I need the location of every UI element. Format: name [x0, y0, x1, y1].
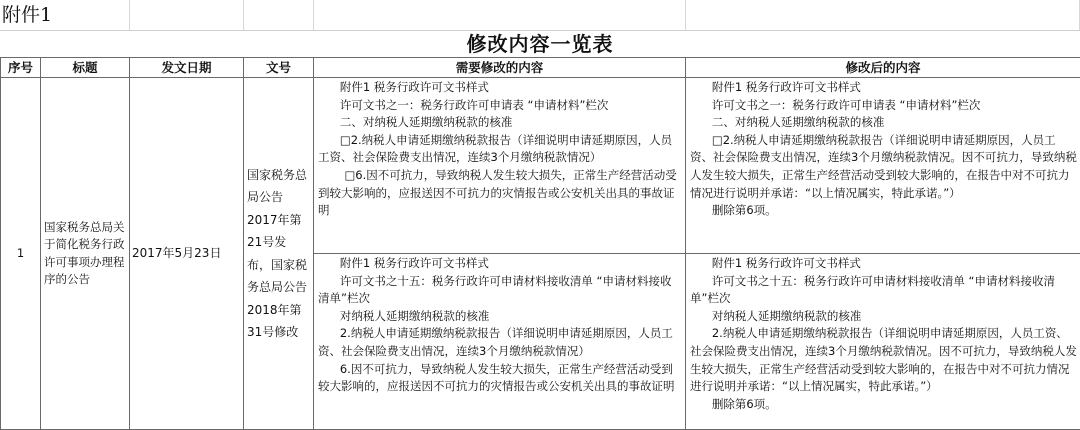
content-line: 2.纳税人申请延期缴纳税款报告（详细说明申请延期原因，人员工资、社会保险费支出情况，连续3个月缴纳税款情况。因不可抗力，导致纳税人发生较大损失，正常生产经营活动受到较大影响的，在报告中对不可抗力情况进行说明并承诺：“以上情况属实，特此承诺。”） — [690, 325, 1077, 395]
content-line: 删除第6项。 — [690, 396, 1077, 414]
header-serial-no: 序号 — [1, 58, 41, 78]
header-title: 标题 — [41, 58, 130, 78]
content-line: □2.纳税人申请延期缴纳税款报告（详细说明申请延期原因，人员工资、社会保险费支出情况，连续3个月缴纳税款情况） — [318, 132, 682, 167]
header-content-before: 需要修改的内容 — [314, 58, 686, 78]
content-line: 许可文书之十五：税务行政许可申请材料接收清单 “申请材料接收清单”栏次 — [318, 273, 682, 308]
content-line: □6.因不可抗力，导致纳税人发生较大损失，正常生产经营活动受到较大影响的，应报送因不可抗力的灾情报告或公安机关出具的事故证明 — [318, 167, 682, 220]
header-content-after: 修改后的内容 — [686, 58, 1080, 78]
content-line: 许可文书之一：税务行政许可申请表 “申请材料”栏次 — [318, 97, 682, 115]
content-line: □2.纳税人申请延期缴纳税款报告（详细说明申请延期原因，人员工资、社会保险费支出情况，连续3个月缴纳税款情况。因不可抗力，导致纳税人发生较大损失，正常生产经营活动受到较大影响的，在报告中对不可抗力情况进行说明并承诺：“以上情况属实，特此承诺。”） — [690, 132, 1077, 202]
sheet-cell[interactable] — [129, 0, 244, 30]
attachment-label: 附件1 — [2, 3, 52, 27]
table-title: 修改内容一览表 — [0, 30, 1080, 58]
content-line: 对纳税人延期缴纳税款的核准 — [318, 308, 682, 326]
content-line: 删除第6项。 — [690, 202, 1077, 220]
cell-document-no[interactable]: 国家税务总局公告2017年第21号发布，国家税务总局公告2018年第31号修改 — [244, 78, 314, 430]
table-header-row — [1, 58, 1080, 78]
revision-table — [0, 57, 1080, 430]
content-line: 二、对纳税人延期缴纳税款的核准 — [690, 114, 1077, 132]
header-document-no: 文号 — [244, 58, 314, 78]
table-row — [1, 78, 1080, 254]
sheet-cell[interactable] — [313, 0, 686, 30]
content-line: 6.因不可抗力，导致纳税人发生较大损失，正常生产经营活动受到较大影响的，应报送因不可抗力的灾情报告或公安机关出具的事故证明 — [318, 361, 682, 396]
content-line: 许可文书之十五：税务行政许可申请材料接收清单 “申请材料接收清单”栏次 — [690, 273, 1077, 308]
content-line: 附件1 税务行政许可文书样式 — [318, 255, 682, 273]
content-line: 附件1 税务行政许可文书样式 — [690, 255, 1077, 273]
header-issue-date: 发文日期 — [130, 58, 244, 78]
content-line: 许可文书之一：税务行政许可申请表 “申请材料”栏次 — [690, 97, 1077, 115]
cell-serial-no[interactable]: 1 — [1, 78, 41, 430]
content-line: 附件1 税务行政许可文书样式 — [690, 79, 1077, 97]
cell-content-after[interactable] — [686, 78, 1080, 254]
cell-issue-date[interactable]: 2017年5月23日 — [130, 78, 244, 430]
sheet-header-row — [0, 0, 1080, 31]
content-line: 附件1 税务行政许可文书样式 — [318, 79, 682, 97]
content-line: 2.纳税人申请延期缴纳税款报告（详细说明申请延期原因，人员工资、社会保险费支出情况，连续3个月缴纳税款情况） — [318, 325, 682, 360]
sheet-cell[interactable] — [685, 0, 1080, 30]
content-line: 二、对纳税人延期缴纳税款的核准 — [318, 114, 682, 132]
cell-title[interactable]: 国家税务总局关于简化税务行政许可事项办理程序的公告 — [41, 78, 130, 430]
cell-content-before[interactable] — [314, 78, 686, 254]
content-line: 对纳税人延期缴纳税款的核准 — [690, 308, 1077, 326]
sheet-cell[interactable] — [243, 0, 314, 30]
cell-content-after[interactable] — [686, 254, 1080, 430]
cell-content-before[interactable] — [314, 254, 686, 430]
